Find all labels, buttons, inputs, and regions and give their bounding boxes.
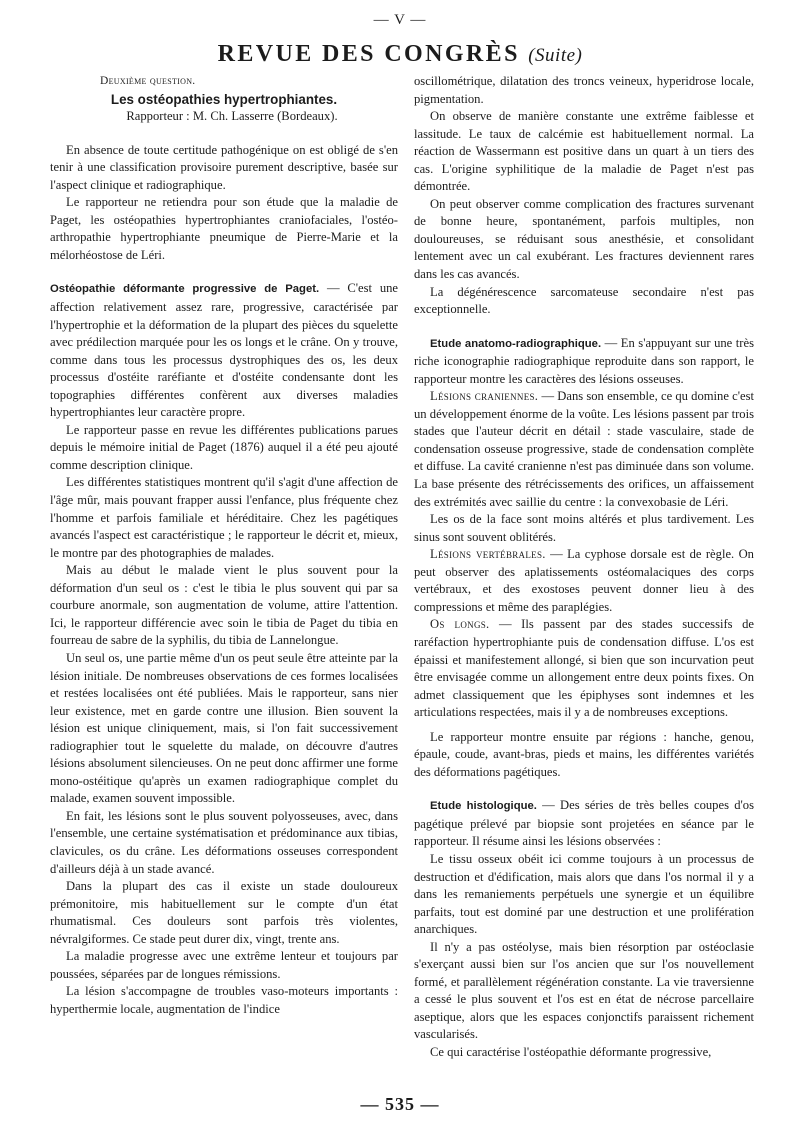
section-heading-histology: Etude histologique. (430, 800, 537, 813)
masthead-suite: (Suite) (528, 45, 583, 66)
body-paragraph: La dégénérescence sarcomateuse secondaire n'est pas exceptionnelle. (414, 284, 754, 317)
subheading-vertebral: Lésions vertébrales. (430, 547, 546, 562)
body-paragraph: On peut observer comme complication des fractures survenant de bonne heure, spontanément, parfois multiples, non douloureuses, se réduisant sous anesthésie, et consolidant lentement avec un cal exubérant. Les fractures deviennent rares dans les cas avancés. (414, 196, 754, 282)
long-bones-text: — Ils passent par des stades successifs de raréfaction hypertrophiante puis de condensation diffuse. L'os est épaissi et manifestement allongé, si bien que son incurvation peut être envisagée comme un allongement entre deux points fixes. On admet classiquement que les épiphyses sont indemnes et les articulations respectées, mais il y a de nombreuses exceptions. (414, 617, 754, 720)
body-paragraph: Ce qui caractérise l'ostéopathie déformante progressive, (430, 1044, 712, 1059)
body-paragraph: Mais au début le malade vient le plus souvent pour la déformation d'un seul os : c'est le tibia le plus souvent qui par sa courbure anormale, son augmentation de volume, attire l'attention. Ici, le rapporteur différencie avec soin le tibia de Paget du tibia en fourreau de sabre de la syphilis, du tibia de Lannelongue. (50, 563, 398, 648)
body-paragraph: Il n'y a pas ostéolyse, mais bien résorption par ostéoclasie s'exerçant aussi bien sur l'os ancien que sur l'os nouvellement formé, et parallèlement régénération constante. La vie traversienne a cessé le plus souvent et l'os est en état de nécrose parcellaire aseptique, alors que les espaces conjonctifs paraissent richement vascularisés. (414, 939, 754, 1042)
vertebral-paragraph (414, 546, 754, 616)
anatomo-text: — En s'appuyant sur une très riche iconographie radiographique reproduite dans son rapport, le rapporteur montre les caractères des lésions osseuses. (414, 335, 754, 386)
body-paragraph: Un seul os, une partie même d'un os peut seule être atteinte par la lésion initiale. De nombreuses observations de ces formes localisées et restées localisées ont été publiées. Mais le rapporteur, sans nier leur existence, met en garde contre une illusion. Bien souvent la lésion est unique cliniquement, mais, si l'on fait successivement radiographier tout le squelette du malade, on découvre d'autres lésions absolument silencieuses. On ne peut donc affirmer une forme mono-ostéitique qu'après un examen radiographique complet du malade, examen souvent impossible. (50, 650, 398, 806)
intro-paragraph: Le rapporteur ne retiendra pour son étude que la maladie de Paget, les ostéopathies hypertrophiantes craniofaciales, l'ostéo-arthropathie hypertrophiante pneumique de Pierre-Marie et la mélorhéostose de Léri. (50, 195, 398, 262)
histology-text: — Des séries de très belles coupes d'os pagétique prélevé par biopsie sont projetées en séance par le rapporteur. Il résume ainsi les lésions observées : (414, 798, 754, 849)
body-paragraph: oscillométrique, dilatation des troncs veineux, hyperidrose locale, pigmentation. (414, 74, 754, 106)
body-paragraph: Le rapporteur montre ensuite par régions : hanche, genou, épaule, coude, avant-bras, pieds et mains, les différentes variétés des déformations pagétiques. (414, 729, 754, 779)
subheading-cranial: Lésions craniennes. (430, 389, 539, 404)
cranial-paragraph (414, 388, 754, 511)
anatomo-paragraph (414, 335, 754, 389)
body-paragraph: On observe de manière constante une extrême faiblesse et lassitude. Le taux de calcémie est habituellement normal. La réaction de Wassermann est positive dans un quart à un tiers des cas. L'origine syphilitique de la maladie de Paget n'est pas démontrée. (414, 109, 754, 194)
long-bones-paragraph (414, 616, 754, 721)
vertebral-text: — La cyphose dorsale est de règle. On peut observer des aplatissements ostéomalaciques des corps vertébraux, et des exostoses peuvent donner lieu à des compressions et même des paraplégies. (414, 547, 754, 614)
question-label: Deuxième question. (100, 75, 196, 87)
left-column (50, 73, 398, 1018)
section-heading-paget: Ostéopathie déformante progressive de Paget. (50, 283, 320, 296)
right-column (414, 73, 754, 1062)
intro-paragraph: En absence de toute certitude pathogénique on est obligé de s'en tenir à une classification provisoire purement descriptive, basée sur l'aspect clinique et radiographique. (50, 142, 398, 192)
article-title: Les ostéopathies hypertrophiantes. (110, 91, 338, 107)
page-number: — 535 — (360, 1094, 440, 1114)
body-paragraph: Dans la plupart des cas il existe un stade douloureux prémonitoire, mis habituellement sur le compte d'un état rhumatismal. Ces douleurs sont parfois très violentes, névralgiformes. Ce stade peut durer dix, vingt, trente ans. (50, 879, 398, 946)
body-paragraph: Le rapporteur passe en revue les différentes publications parues depuis le mémoire initial de Paget (1876) auquel il a été peu ajouté comme description clinique. (50, 422, 398, 472)
folio: — V — (373, 12, 427, 28)
body-paragraph: Les os de la face sont moins altérés et plus tardivement. Les sinus sont souvent oblitérés. (414, 512, 754, 544)
body-paragraph: La lésion s'accompagne de troubles vaso-moteurs importants : hyperthermie locale, augmentation de l'indice (50, 984, 398, 1016)
histology-paragraph (414, 797, 754, 851)
body-paragraph: La maladie progresse avec une extrême lenteur et toujours par poussées, séparées par de longues rémissions. (50, 949, 398, 981)
cranial-text: — Dans son ensemble, ce qu domine c'est un développement énorme de la voûte. Les lésions passent par trois stades que l'auteur décrit en détail : stade vasculaire, stade de condensation osseuse progressive, stade de condensation complète et diffuse. La cavité cranienne n'est pas diminuée dans son volume. La base présente des rétrécissements des orifices, un affaissement des extrémités avec saillie du centre : la convexobasie de Léri. (414, 389, 754, 509)
reporter-line: Rapporteur : M. Ch. Lasserre (Bordeaux). (126, 109, 338, 124)
body-paragraph: En fait, les lésions sont le plus souvent polyosseuses, avec, dans l'ensemble, une certaine systématisation et prédominance aux tibias, clavicules, os du crâne. Les déformations osseuses correspondent d'ailleurs déjà à un stade avancé. (50, 808, 398, 876)
paget-paragraph (50, 280, 398, 421)
section-heading-anatomo: Etude anatomo-radiographique. (430, 337, 602, 350)
masthead-title: REVUE DES CONGRÈS (217, 41, 520, 67)
body-paragraph: Les différentes statistiques montrent qu'il s'agit d'une affection de l'âge mûr, mais pouvant frapper aussi l'enfance, plus fréquente chez l'homme et parfois familiale et héréditaire. Chez les pagétiques avancés l'aspect est caractéristique ; le rapporteur le décrit et, mieux, le montre par des photographies de malades. (50, 475, 398, 560)
section-masthead (0, 42, 800, 66)
subheading-long-bones: Os longs. (430, 617, 490, 632)
paget-text: — C'est une affection relativement assez rare, progressive, caractérisée par l'hypertrophie et la déformation de la plupart des pièces du squelette avec prédilection marquée pour les os longs et le crâne. On y trouve, comme dans tous les processus dystrophiques des os, les deux processus d'ostéite raréfiante et d'ostéite condensante dont les topographies différentes confèrent aux diverses maladies hypertrophiantes leur caractère propre. (50, 281, 399, 420)
body-paragraph: Le tissu osseux obéit ici comme toujours à un processus de destruction et d'édification, mais alors que dans l'os normal il y a dans les remaniements perpétuels une synergie et un équilibre parfaits, tout est dominé par une destruction et une prolifération anarchiques. (414, 851, 754, 937)
